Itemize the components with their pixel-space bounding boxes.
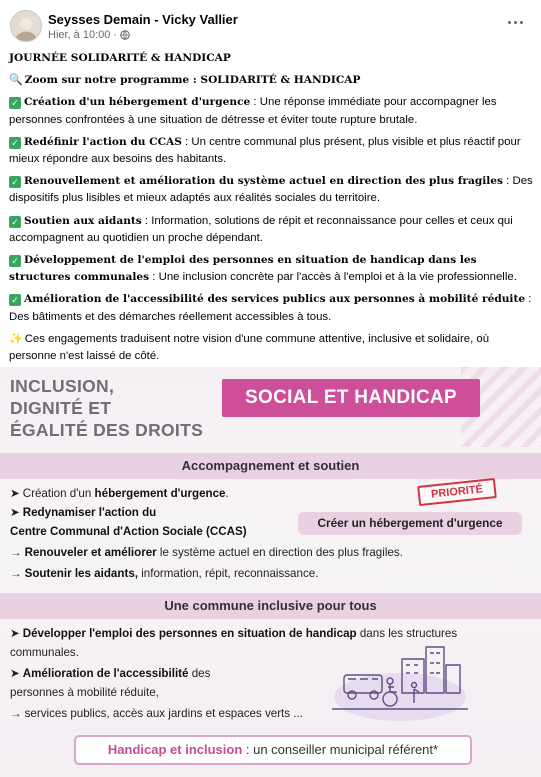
list-item: ✓ Redéfinir l'action du CCAS : Un centre communal plus présent, plus visible et plus réactif pour mieux répondre aux besoins des habitants. <box>9 135 521 166</box>
poster-line: personnes à mobilité réduite, <box>10 686 159 699</box>
poster-line: → services publics, accès aux jardins et espaces verts ... <box>10 707 303 720</box>
more-horizontal-icon[interactable] <box>503 14 527 30</box>
check-box-icon: ✓ <box>9 255 21 267</box>
poster-line: → Soutenir les aidants, information, répit, reconnaissance. <box>10 567 319 580</box>
poster-line: ➤ Développer l'emploi des personnes en situation de handicap dans les structures <box>10 627 458 640</box>
avatar[interactable] <box>10 10 42 42</box>
check-box-icon: ✓ <box>9 97 21 109</box>
referent-box: Handicap et inclusion : un conseiller municipal référent* <box>74 735 472 765</box>
closing-line: ✨ Ces engagements traduisent notre vision d'une commune attentive, inclusive et solidaire, où personne n'est laissé de côté. <box>9 332 490 363</box>
poster-line: Centre Communal d'Action Sociale (CCAS) <box>10 525 247 538</box>
post-author[interactable]: Seysses Demain - Vicky Vallier <box>48 12 238 27</box>
poster-banner: SOCIAL ET HANDICAP <box>222 379 480 417</box>
zoom-line: 🔍 Zoom sur notre programme : SOLIDARITÉ & HANDICAP <box>9 72 533 89</box>
sparkles-icon: ✨ <box>9 332 23 345</box>
profile-photo-icon <box>11 11 41 41</box>
poster-line: ➤ Amélioration de l'accessibilité des <box>10 667 211 680</box>
list-item: ✓ Amélioration de l'accessibilité des services publics aux personnes à mobilité réduite : Des bâtiments et des démarches réellement accessibles à tous. <box>9 293 532 323</box>
meta-separator: · <box>113 29 118 41</box>
list-item: ✓ Renouvellement et amélioration du système actuel en direction des plus fragiles : Des dispositifs plus lisibles et mieux adaptés aux réalités sociales du territoire. <box>9 175 533 205</box>
poster-line: ➤ Création d'un hébergement d'urgence. <box>10 487 229 500</box>
section-heading: Une commune inclusive pour tous <box>0 593 541 619</box>
post-body <box>9 50 533 370</box>
list-item: ✓ Soutien aux aidants : Information, solutions de répit et reconnaissance pour celles et ceux qui accompagnent au quotidien un proche dépendant. <box>9 214 513 244</box>
urgence-pill: Créer un hébergement d'urgence <box>298 512 522 535</box>
poster-line: ➤ Redynamiser l'action du <box>10 506 157 519</box>
city-accessibility-illustration-icon <box>330 635 470 723</box>
priority-stamp: PRIORITÉ <box>417 478 497 506</box>
list-item: ✓ Développement de l'emploi des personnes en situation de handicap dans les structures communales : Une inclusion concrète par l'accès à l'emploi et à la vie professionnelle. <box>9 254 517 284</box>
post-header <box>0 0 541 48</box>
section-heading: Accompagnement et soutien <box>0 453 541 479</box>
post-meta <box>48 29 130 41</box>
magnifier-icon: 🔍 <box>9 74 23 87</box>
list-item: ✓ Création d'un hébergement d'urgence : Une réponse immédiate pour accompagner les personnes confrontées à une situation de détresse et éviter toute rupture brutale. <box>9 96 497 126</box>
poster-line: communales. <box>10 646 79 659</box>
check-box-icon: ✓ <box>9 176 21 188</box>
poster-line: → Renouveler et améliorer le système actuel en direction des plus fragiles. <box>10 546 403 559</box>
post-title: JOURNÉE SOLIDARITÉ & HANDICAP <box>9 52 231 64</box>
check-box-icon: ✓ <box>9 294 21 306</box>
check-box-icon: ✓ <box>9 137 21 149</box>
poster-title: INCLUSION, DIGNITÉ ET ÉGALITÉ DES DROITS <box>10 376 204 440</box>
post-image[interactable] <box>0 367 541 777</box>
check-box-icon: ✓ <box>9 216 21 228</box>
globe-icon[interactable] <box>120 30 130 40</box>
post-time[interactable]: Hier, à 10:00 <box>48 29 111 41</box>
